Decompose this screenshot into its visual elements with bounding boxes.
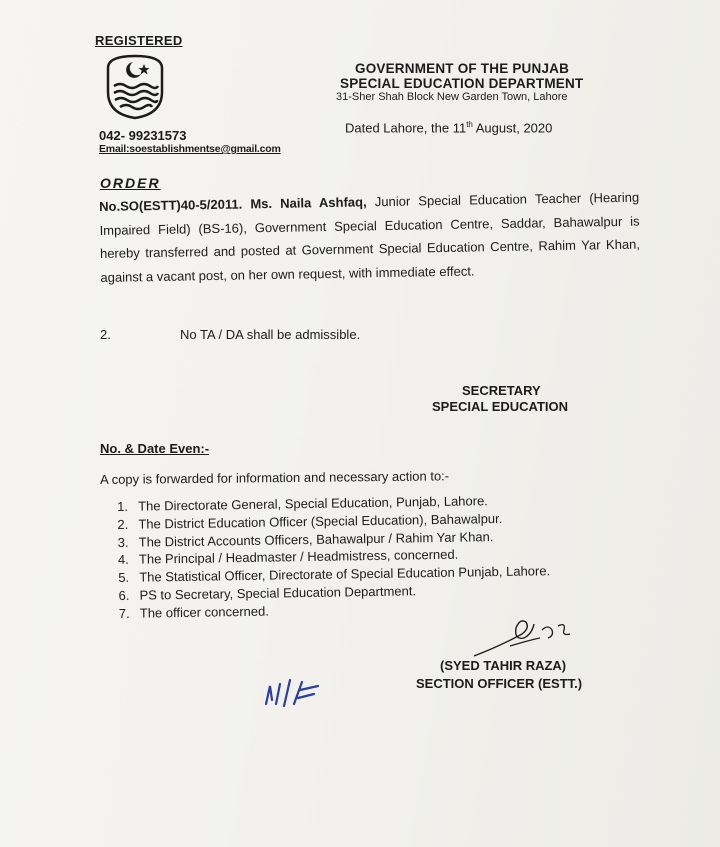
handwritten-signature <box>470 612 580 662</box>
list-item: 4. The Principal / Headmaster / Headmistress, concerned. <box>117 547 459 568</box>
department-address: 31-Sher Shah Block New Garden Town, Lahore <box>336 91 568 103</box>
order-heading: ORDER <box>100 175 161 191</box>
order-paragraph <box>99 186 641 289</box>
order-body: Junior Special Education Teacher (Hearing Impaired Field) (BS-16), Government Special Education Centre, Saddar, Bahawalpur is hereby transferred and posted at Government Special Education Centre, Rahim Yar Khan, against a vacant post, on her own request, with immediate effect. <box>99 189 641 285</box>
distribution-heading: No. & Date Even:- <box>100 441 210 456</box>
punjab-government-emblem <box>100 52 170 120</box>
list-item: 5. The Statistical Officer, Directorate of Special Education Punjab, Lahore. <box>118 563 551 586</box>
list-item: 3. The District Accounts Officers, Bahawalpur / Rahim Yar Khan. <box>117 528 494 550</box>
department-heading: SPECIAL EDUCATION DEPARTMENT <box>340 76 584 91</box>
registered-label: REGISTERED <box>95 33 183 48</box>
officer-title: SECTION OFFICER (ESTT.) <box>416 676 583 691</box>
order-paragraph-2: 2. No TA / DA shall be admissible. <box>100 327 361 342</box>
secretary-title: SECRETARY <box>462 383 541 398</box>
government-heading: GOVERNMENT OF THE PUNJAB <box>355 61 570 76</box>
list-item: 7. The officer concerned. <box>118 603 270 621</box>
officer-name: (SYED TAHIR RAZA) <box>440 658 567 673</box>
distribution-intro: A copy is forwarded for information and necessary action to:- <box>100 468 450 487</box>
order-reference: No.SO(ESTT)40-5/2011. Ms. Naila Ashfaq, <box>99 194 367 214</box>
list-item: 6. PS to Secretary, Special Education Department. <box>118 583 417 603</box>
list-item: 1. The Directorate General, Special Education, Punjab, Lahore. <box>117 493 488 514</box>
secretary-department: SPECIAL EDUCATION <box>432 399 569 414</box>
handwritten-initials <box>260 676 330 710</box>
dated-line: Dated Lahore, the 11th August, 2020 <box>345 120 553 136</box>
phone-number: 042- 99231573 <box>99 128 187 143</box>
distribution-list <box>117 491 551 622</box>
list-item: 2. The District Education Officer (Special Education), Bahawalpur. <box>117 510 503 532</box>
email-address: Email:soestablishmentse@gmail.com <box>99 143 281 155</box>
